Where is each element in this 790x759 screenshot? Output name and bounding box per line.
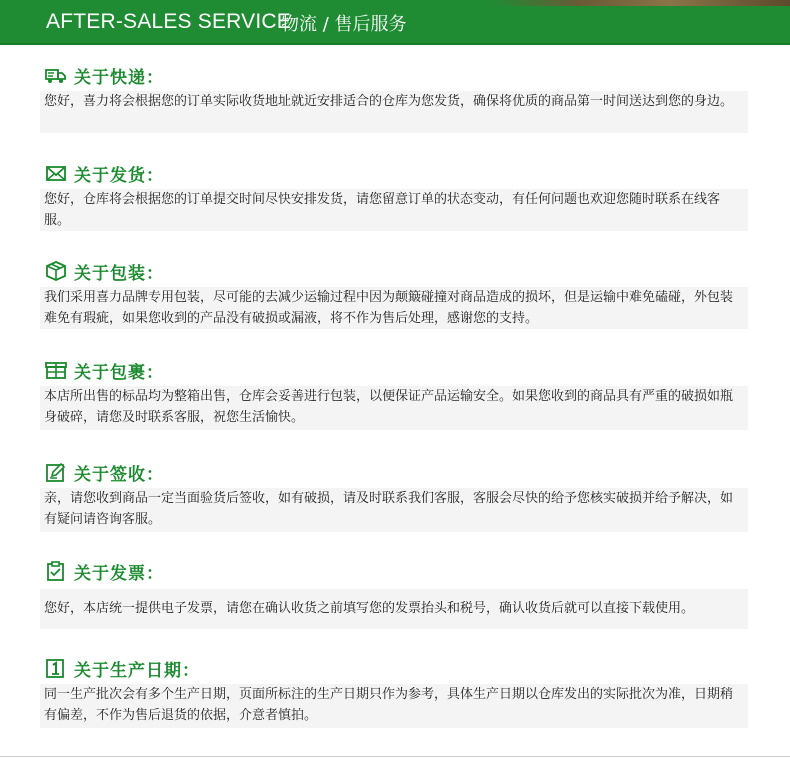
header-banner xyxy=(0,0,790,45)
section-signing xyxy=(40,460,748,527)
section-express xyxy=(40,63,748,109)
section-body: 本店所出售的标品均为整箱出售，仓库会妥善进行包装，以便保证产品运输安全。如果您收到的商品具有严重的破损如瓶身破碎，请您及时联系客服，祝您生活愉快。 xyxy=(40,386,748,430)
section-body: 同一生产批次会有多个生产日期，页面所标注的生产日期只作为参考，具体生产日期以仓库发出的实际批次为准，日期稍有偏差，不作为售后退货的依据，介意者慎拍。 xyxy=(40,684,748,728)
section-body: 您好，本店统一提供电子发票，请您在确认收货之前填写您的发票抬头和税号，确认收货后就可以直接下载使用。 xyxy=(40,589,748,629)
section-body: 您好，仓库将会根据您的订单提交时间尽快安排发货，请您留意订单的状态变动，有任何问题也欢迎您随时联系在线客服。 xyxy=(40,189,748,231)
section-body: 您好，喜力将会根据您的订单实际收货地址就近安排适合的仓库为您发货，确保将优质的商品第一时间送达到您的身边。 xyxy=(40,91,748,133)
banner-title-en: AFTER-SALES SERVICE xyxy=(46,10,291,33)
banner-title-cn: 物流 / 售后服务 xyxy=(281,14,407,35)
envelope-icon xyxy=(45,163,67,183)
section-parcel xyxy=(40,358,748,425)
package-box-icon xyxy=(45,261,67,281)
edit-sign-icon xyxy=(45,462,67,482)
delivery-truck-icon xyxy=(45,65,67,85)
section-title: 关于发货： xyxy=(74,166,164,186)
section-body: 我们采用喜力品牌专用包装，尽可能的去减少运输过程中因为颠簸碰撞对商品造成的损坏，但是运输中难免磕碰，外包装难免有瑕疵，如果您收到的产品没有破损或漏液，将不作为售后处理，感谢您的支持。 xyxy=(40,287,748,329)
calendar-date-icon xyxy=(45,658,67,678)
gift-parcel-icon xyxy=(45,360,67,380)
section-title: 关于发票： xyxy=(74,564,164,584)
section-title: 关于生产日期： xyxy=(74,661,200,681)
banner-photo-strip xyxy=(490,0,790,6)
section-title: 关于包裹： xyxy=(74,363,164,383)
bottom-divider xyxy=(0,756,790,757)
section-title: 关于包装： xyxy=(74,264,164,284)
section-title: 关于签收： xyxy=(74,465,164,485)
section-production-date xyxy=(40,656,748,723)
section-body: 亲，请您收到商品一定当面验货后签收，如有破损，请及时联系我们客服，客服会尽快的给予您核实破损并给予解决，如有疑问请咨询客服。 xyxy=(40,488,748,532)
section-shipping xyxy=(40,161,748,228)
section-title: 关于快递： xyxy=(74,68,164,88)
section-invoice xyxy=(40,559,748,616)
invoice-clipboard-icon xyxy=(45,561,67,581)
section-packaging xyxy=(40,259,748,326)
